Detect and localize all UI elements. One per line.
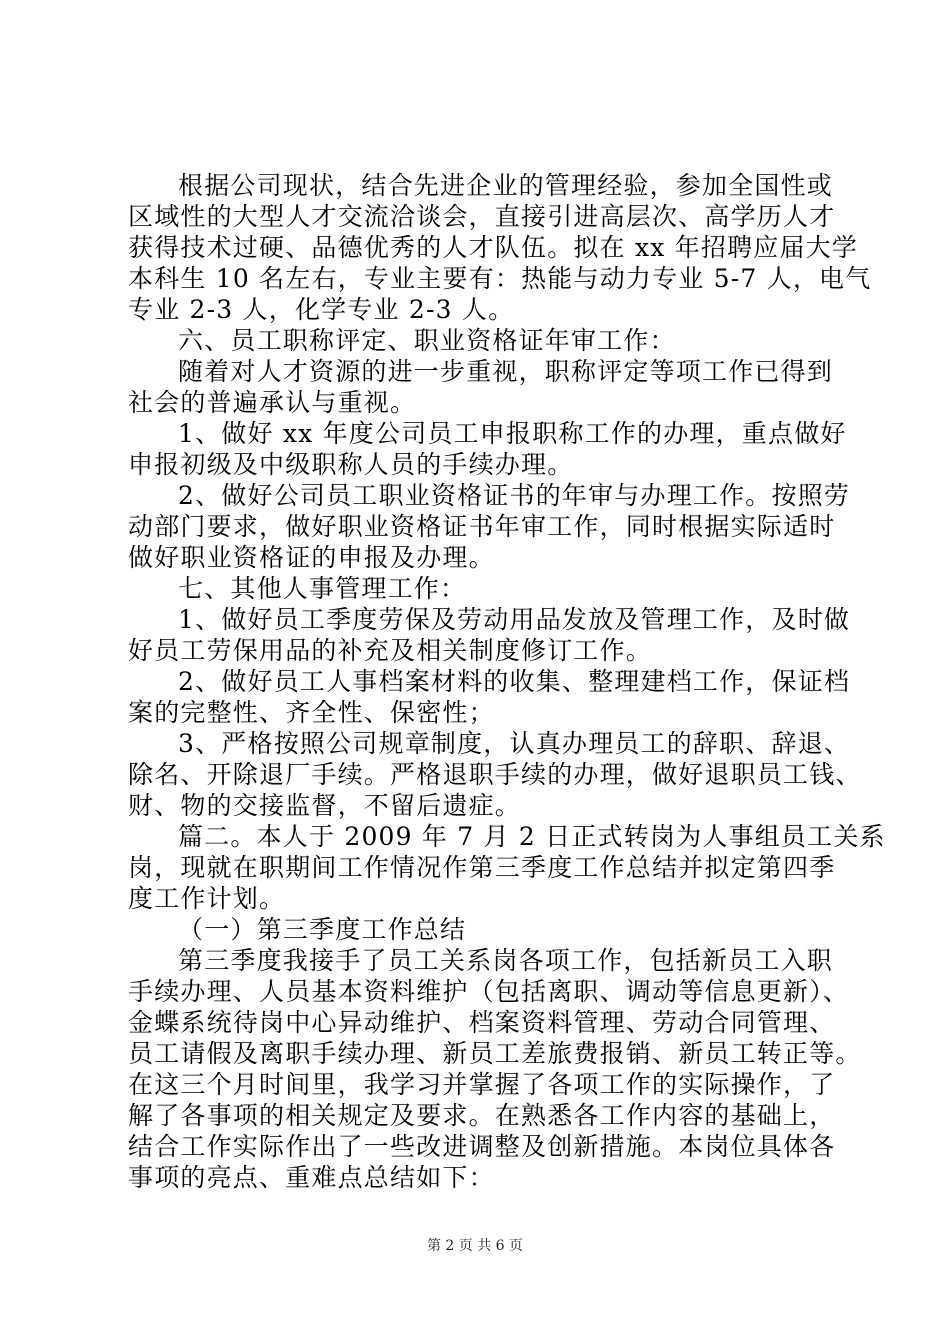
text-line: 随着对人才资源的进一步重视，职称评定等项工作已得到 xyxy=(178,357,834,386)
text-line: 根据公司现状，结合先进企业的管理经验，参加全国性或 xyxy=(178,171,834,200)
document-body xyxy=(128,170,886,1193)
text-line: 申报初级及中级职称人员的手续办理。 xyxy=(128,450,574,479)
text-line: 解了各事项的相关规定及要求。在熟悉各工作内容的基础上， xyxy=(128,1101,836,1130)
text-line: 六、员工职称评定、职业资格证年审工作： xyxy=(178,326,676,355)
text-line: （一）第三季度工作总结 xyxy=(178,915,467,944)
text-line: 事项的亮点、重难点总结如下： xyxy=(128,1163,495,1192)
text-line: 动部门要求，做好职业资格证书年审工作，同时根据实际适时 xyxy=(128,512,836,541)
text-line: 专业 2-3 人，化学专业 2-3 人。 xyxy=(128,295,515,324)
text-line: 1、做好 xx 年度公司员工申报职称工作的办理，重点做好 xyxy=(178,419,847,448)
text-line: 1、做好员工季度劳保及劳动用品发放及管理工作，及时做 xyxy=(178,605,851,634)
text-line: 2、做好员工人事档案材料的收集、整理建档工作，保证档 xyxy=(178,667,851,696)
text-line: 财、物的交接监督，不留后遗症。 xyxy=(128,791,522,820)
text-line: 本科生 10 名左右，专业主要有：热能与动力专业 5-7 人，电气 xyxy=(128,264,872,293)
text-line: 岗，现就在职期间工作情况作第三季度工作总结并拟定第四季 xyxy=(128,853,836,882)
text-line: 员工请假及离职手续办理、新员工差旅费报销、新员工转正等。 xyxy=(128,1039,862,1068)
text-line: 好员工劳保用品的补充及相关制度修订工作。 xyxy=(128,636,653,665)
text-line: 第三季度我接手了员工关系岗各项工作，包括新员工入职 xyxy=(178,946,834,975)
text-line: 除名、开除退厂手续。严格退职手续的办理，做好退职员工钱、 xyxy=(128,760,862,789)
text-line: 度工作计划。 xyxy=(128,884,286,913)
text-line: 社会的普遍承认与重视。 xyxy=(128,388,417,417)
text-line: 2、做好公司员工职业资格证书的年审与办理工作。按照劳 xyxy=(178,481,851,510)
text-line: 手续办理、人员基本资料维护（包括离职、调动等信息更新）、 xyxy=(128,977,850,1006)
text-line: 案的完整性、齐全性、保密性； xyxy=(128,698,495,727)
text-line: 在这三个月时间里，我学习并掌握了各项工作的实际操作，了 xyxy=(128,1070,836,1099)
text-line: 金蝶系统待岗中心异动维护、档案资料管理、劳动合同管理、 xyxy=(128,1008,836,1037)
text-line: 获得技术过硬、品德优秀的人才队伍。拟在 xx 年招聘应届大学 xyxy=(128,233,859,262)
text-line: 七、其他人事管理工作： xyxy=(178,574,467,603)
text-line: 3、严格按照公司规章制度，认真办理员工的辞职、辞退、 xyxy=(178,729,851,758)
page-footer: 第 2 页 共 6 页 xyxy=(426,1238,524,1254)
text-line: 篇二。本人于 2009 年 7 月 2 日正式转岗为人事组员工关系 xyxy=(178,822,886,851)
text-line: 区域性的大型人才交流洽谈会，直接引进高层次、高学历人才 xyxy=(128,202,836,231)
text-line: 做好职业资格证的申报及办理。 xyxy=(128,543,495,572)
text-line: 结合工作实际作出了一些改进调整及创新措施。本岗位具体各 xyxy=(128,1132,836,1161)
